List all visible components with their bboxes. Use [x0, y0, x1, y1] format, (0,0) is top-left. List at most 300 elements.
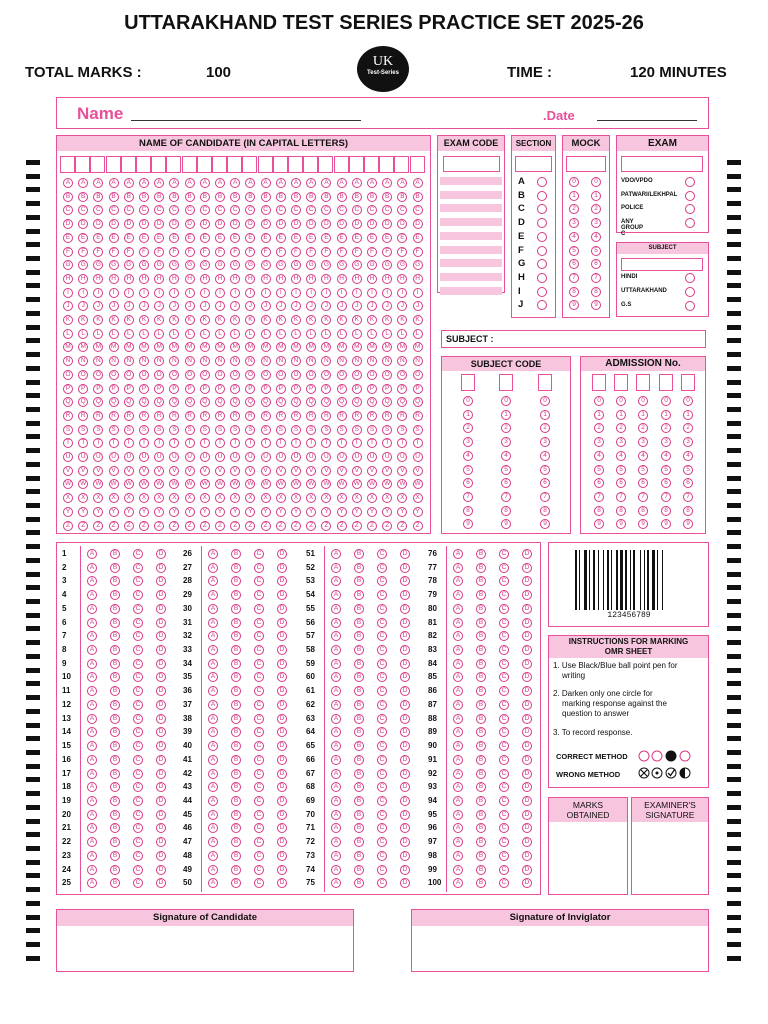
name-letter-bubble[interactable]: T	[93, 438, 103, 448]
name-letter-bubble[interactable]: T	[321, 438, 331, 448]
admission-cell[interactable]	[659, 374, 673, 391]
answer-bubble[interactable]: B	[354, 851, 364, 861]
answer-bubble[interactable]: A	[331, 645, 341, 655]
name-letter-bubble[interactable]: R	[352, 411, 362, 421]
exam-option-bubble[interactable]	[685, 191, 695, 201]
name-letter-bubble[interactable]: I	[337, 288, 347, 298]
name-letter-bubble[interactable]: C	[276, 205, 286, 215]
answer-bubble[interactable]: A	[331, 878, 341, 888]
name-letter-bubble[interactable]: L	[78, 329, 88, 339]
name-letter-bubble[interactable]: F	[306, 247, 316, 257]
answer-bubble[interactable]: C	[254, 865, 264, 875]
answer-bubble[interactable]: A	[208, 755, 218, 765]
answer-bubble[interactable]: D	[522, 604, 532, 614]
name-letter-bubble[interactable]: E	[382, 233, 392, 243]
name-letter-bubble[interactable]: E	[215, 233, 225, 243]
answer-bubble[interactable]: B	[476, 769, 486, 779]
answer-bubble[interactable]: A	[331, 769, 341, 779]
answer-bubble[interactable]: C	[499, 631, 509, 641]
answer-bubble[interactable]: B	[231, 714, 241, 724]
name-letter-bubble[interactable]: A	[306, 178, 316, 188]
answer-bubble[interactable]: C	[254, 782, 264, 792]
answer-bubble[interactable]: C	[377, 659, 387, 669]
admission-cell[interactable]	[592, 374, 606, 391]
answer-bubble[interactable]: D	[400, 659, 410, 669]
name-letter-bubble[interactable]: I	[154, 288, 164, 298]
answer-bubble[interactable]: D	[277, 549, 287, 559]
answer-bubble[interactable]: B	[110, 645, 120, 655]
name-letter-bubble[interactable]: Q	[291, 397, 301, 407]
answer-bubble[interactable]: B	[110, 618, 120, 628]
name-letter-bubble[interactable]: Z	[397, 521, 407, 531]
name-letter-bubble[interactable]: U	[261, 452, 271, 462]
name-letter-bubble[interactable]: D	[413, 219, 423, 229]
name-letter-bubble[interactable]: W	[399, 480, 406, 488]
name-letter-bubble[interactable]: D	[306, 219, 316, 229]
answer-bubble[interactable]: A	[87, 837, 97, 847]
answer-bubble[interactable]: A	[331, 865, 341, 875]
name-letter-bubble[interactable]: N	[215, 356, 225, 366]
answer-bubble[interactable]: C	[377, 810, 387, 820]
name-letter-bubble[interactable]: V	[109, 466, 119, 476]
name-letter-cell[interactable]	[90, 156, 105, 173]
name-letter-bubble[interactable]: W	[384, 480, 391, 488]
answer-bubble[interactable]: A	[208, 851, 218, 861]
name-letter-bubble[interactable]: W	[171, 480, 178, 488]
name-letter-bubble[interactable]: A	[139, 178, 149, 188]
answer-bubble[interactable]: C	[254, 672, 264, 682]
name-letter-bubble[interactable]: S	[321, 425, 331, 435]
answer-bubble[interactable]: C	[254, 769, 264, 779]
name-letter-bubble[interactable]: A	[413, 178, 423, 188]
name-letter-bubble[interactable]: T	[154, 438, 164, 448]
answer-bubble[interactable]: B	[110, 741, 120, 751]
name-letter-bubble[interactable]: F	[93, 247, 103, 257]
answer-bubble[interactable]: A	[453, 878, 463, 888]
answer-bubble[interactable]: B	[110, 727, 120, 737]
name-letter-bubble[interactable]: K	[337, 315, 347, 325]
answer-bubble[interactable]: A	[331, 782, 341, 792]
answer-bubble[interactable]: A	[453, 796, 463, 806]
name-letter-bubble[interactable]: L	[63, 329, 73, 339]
subject-option-bubble[interactable]	[685, 301, 695, 311]
answer-bubble[interactable]: D	[156, 672, 166, 682]
answer-bubble[interactable]: C	[133, 782, 143, 792]
answer-bubble[interactable]: B	[231, 700, 241, 710]
name-letter-bubble[interactable]: R	[291, 411, 301, 421]
name-letter-bubble[interactable]: L	[109, 329, 119, 339]
name-letter-bubble[interactable]: S	[337, 425, 347, 435]
name-letter-bubble[interactable]: T	[306, 438, 316, 448]
name-letter-bubble[interactable]: D	[230, 219, 240, 229]
answer-bubble[interactable]: A	[87, 851, 97, 861]
answer-bubble[interactable]: B	[231, 769, 241, 779]
name-letter-bubble[interactable]: Q	[306, 397, 316, 407]
name-letter-bubble[interactable]: H	[154, 274, 164, 284]
name-letter-bubble[interactable]: Z	[367, 521, 377, 531]
name-letter-bubble[interactable]: B	[169, 192, 179, 202]
mock-bubble[interactable]: 3	[591, 218, 601, 228]
section-bubble[interactable]	[537, 273, 547, 283]
name-letter-bubble[interactable]: O	[352, 370, 362, 380]
answer-bubble[interactable]: D	[400, 782, 410, 792]
name-letter-bubble[interactable]: E	[306, 233, 316, 243]
name-letter-bubble[interactable]: K	[276, 315, 286, 325]
answer-bubble[interactable]: A	[87, 755, 97, 765]
name-letter-bubble[interactable]: A	[230, 178, 240, 188]
admission-bubble[interactable]: 9	[594, 519, 604, 529]
subject-code-bubble[interactable]: 8	[540, 506, 550, 516]
subject-code-bubble[interactable]: 2	[540, 423, 550, 433]
answer-bubble[interactable]: C	[133, 714, 143, 724]
answer-bubble[interactable]: A	[331, 823, 341, 833]
name-letter-bubble[interactable]: X	[154, 493, 164, 503]
name-letter-bubble[interactable]: B	[200, 192, 210, 202]
answer-bubble[interactable]: C	[499, 590, 509, 600]
answer-bubble[interactable]: B	[231, 672, 241, 682]
answer-bubble[interactable]: D	[277, 645, 287, 655]
name-letter-bubble[interactable]: A	[63, 178, 73, 188]
answer-bubble[interactable]: A	[331, 700, 341, 710]
name-letter-cell[interactable]	[136, 156, 151, 173]
name-letter-bubble[interactable]: A	[261, 178, 271, 188]
name-letter-bubble[interactable]: L	[230, 329, 240, 339]
answer-bubble[interactable]: A	[87, 590, 97, 600]
answer-bubble[interactable]: A	[331, 659, 341, 669]
name-letter-bubble[interactable]: Y	[139, 507, 149, 517]
admission-bubble[interactable]: 2	[616, 423, 626, 433]
name-letter-bubble[interactable]: J	[291, 301, 301, 311]
name-letter-bubble[interactable]: U	[200, 452, 210, 462]
name-letter-bubble[interactable]: E	[109, 233, 119, 243]
name-letter-bubble[interactable]: D	[245, 219, 255, 229]
answer-bubble[interactable]: B	[476, 782, 486, 792]
name-letter-bubble[interactable]: L	[337, 329, 347, 339]
name-letter-bubble[interactable]: V	[63, 466, 73, 476]
name-letter-bubble[interactable]: F	[337, 247, 347, 257]
name-letter-bubble[interactable]: A	[78, 178, 88, 188]
mock-bubble[interactable]: 2	[591, 204, 601, 214]
answer-bubble[interactable]: A	[87, 769, 97, 779]
name-letter-bubble[interactable]: T	[397, 438, 407, 448]
admission-bubble[interactable]: 8	[638, 506, 648, 516]
answer-bubble[interactable]: D	[156, 837, 166, 847]
name-letter-bubble[interactable]: W	[64, 480, 72, 488]
answer-bubble[interactable]: A	[208, 576, 218, 586]
name-letter-bubble[interactable]: I	[321, 288, 331, 298]
answer-bubble[interactable]: C	[133, 741, 143, 751]
answer-bubble[interactable]: D	[156, 576, 166, 586]
name-letter-bubble[interactable]: Y	[245, 507, 255, 517]
answer-bubble[interactable]: D	[156, 741, 166, 751]
answer-bubble[interactable]: C	[254, 631, 264, 641]
name-letter-bubble[interactable]: A	[200, 178, 210, 188]
answer-bubble[interactable]: D	[277, 823, 287, 833]
admission-bubble[interactable]: 3	[661, 437, 671, 447]
subject-code-bubble[interactable]: 6	[540, 478, 550, 488]
admission-bubble[interactable]: 7	[661, 492, 671, 502]
name-letter-bubble[interactable]: I	[291, 288, 301, 298]
name-letter-bubble[interactable]: K	[291, 315, 301, 325]
name-letter-bubble[interactable]: B	[321, 192, 331, 202]
answer-bubble[interactable]: D	[156, 769, 166, 779]
name-letter-bubble[interactable]: Q	[109, 397, 119, 407]
name-letter-bubble[interactable]: G	[367, 260, 377, 270]
answer-bubble[interactable]: C	[254, 590, 264, 600]
name-letter-bubble[interactable]: L	[185, 329, 195, 339]
subject-code-bubble[interactable]: 9	[540, 519, 550, 529]
name-letter-bubble[interactable]: A	[185, 178, 195, 188]
name-letter-bubble[interactable]: U	[397, 452, 407, 462]
answer-bubble[interactable]: B	[354, 672, 364, 682]
name-letter-bubble[interactable]: F	[382, 247, 392, 257]
name-letter-bubble[interactable]: L	[276, 329, 286, 339]
name-letter-bubble[interactable]: D	[185, 219, 195, 229]
name-letter-bubble[interactable]: G	[63, 260, 73, 270]
name-letter-bubble[interactable]: N	[276, 356, 286, 366]
name-letter-bubble[interactable]: C	[78, 205, 88, 215]
answer-bubble[interactable]: D	[400, 686, 410, 696]
name-letter-bubble[interactable]: P	[276, 384, 286, 394]
name-letter-bubble[interactable]: Q	[321, 397, 331, 407]
name-letter-bubble[interactable]: R	[93, 411, 103, 421]
answer-bubble[interactable]: C	[133, 851, 143, 861]
answer-bubble[interactable]: B	[231, 563, 241, 573]
name-letter-bubble[interactable]: A	[154, 178, 164, 188]
answer-bubble[interactable]: D	[400, 796, 410, 806]
name-letter-bubble[interactable]: M	[291, 342, 301, 352]
name-letter-bubble[interactable]: M	[230, 342, 240, 352]
name-letter-bubble[interactable]: X	[413, 493, 423, 503]
name-letter-bubble[interactable]: O	[291, 370, 301, 380]
answer-bubble[interactable]: C	[133, 769, 143, 779]
name-letter-bubble[interactable]: M	[397, 342, 407, 352]
name-letter-bubble[interactable]: Z	[169, 521, 179, 531]
answer-bubble[interactable]: B	[354, 576, 364, 586]
name-letter-bubble[interactable]: W	[338, 480, 345, 488]
answer-bubble[interactable]: D	[400, 714, 410, 724]
answer-bubble[interactable]: C	[377, 837, 387, 847]
name-letter-bubble[interactable]: N	[185, 356, 195, 366]
name-letter-bubble[interactable]: R	[185, 411, 195, 421]
name-letter-bubble[interactable]: U	[215, 452, 225, 462]
name-letter-bubble[interactable]: M	[63, 342, 73, 352]
answer-bubble[interactable]: C	[377, 618, 387, 628]
name-letter-bubble[interactable]: K	[397, 315, 407, 325]
admission-bubble[interactable]: 7	[638, 492, 648, 502]
subject-code-bubble[interactable]: 4	[540, 451, 550, 461]
answer-bubble[interactable]: A	[87, 604, 97, 614]
mock-bubble[interactable]: 2	[569, 204, 579, 214]
name-letter-bubble[interactable]: Q	[154, 397, 164, 407]
name-letter-bubble[interactable]: F	[169, 247, 179, 257]
name-letter-bubble[interactable]: A	[124, 178, 134, 188]
answer-bubble[interactable]: A	[208, 549, 218, 559]
answer-bubble[interactable]: B	[110, 782, 120, 792]
admission-bubble[interactable]: 5	[616, 465, 626, 475]
name-letter-bubble[interactable]: K	[367, 315, 377, 325]
name-letter-bubble[interactable]: V	[337, 466, 347, 476]
answer-bubble[interactable]: B	[231, 576, 241, 586]
name-letter-bubble[interactable]: M	[215, 342, 225, 352]
answer-bubble[interactable]: B	[354, 810, 364, 820]
name-letter-bubble[interactable]: R	[306, 411, 316, 421]
name-letter-bubble[interactable]: M	[139, 342, 149, 352]
name-letter-bubble[interactable]: W	[353, 480, 360, 488]
answer-bubble[interactable]: C	[377, 563, 387, 573]
subject-code-bubble[interactable]: 3	[501, 437, 511, 447]
name-letter-bubble[interactable]: K	[154, 315, 164, 325]
name-letter-bubble[interactable]: W	[186, 480, 193, 488]
answer-bubble[interactable]: B	[110, 672, 120, 682]
answer-bubble[interactable]: B	[110, 659, 120, 669]
admission-bubble[interactable]: 9	[616, 519, 626, 529]
name-letter-bubble[interactable]: V	[352, 466, 362, 476]
admission-bubble[interactable]: 1	[683, 410, 693, 420]
name-letter-bubble[interactable]: D	[321, 219, 331, 229]
mock-bubble[interactable]: 4	[591, 232, 601, 242]
answer-bubble[interactable]: A	[453, 714, 463, 724]
answer-bubble[interactable]: D	[400, 700, 410, 710]
answer-bubble[interactable]: D	[156, 700, 166, 710]
name-letter-bubble[interactable]: P	[367, 384, 377, 394]
name-letter-bubble[interactable]: X	[139, 493, 149, 503]
name-letter-bubble[interactable]: C	[397, 205, 407, 215]
name-letter-bubble[interactable]: O	[306, 370, 316, 380]
name-letter-bubble[interactable]: L	[154, 329, 164, 339]
answer-bubble[interactable]: C	[377, 604, 387, 614]
name-letter-bubble[interactable]: H	[169, 274, 179, 284]
answer-bubble[interactable]: B	[354, 823, 364, 833]
name-letter-bubble[interactable]: E	[154, 233, 164, 243]
name-letter-bubble[interactable]: W	[201, 480, 208, 488]
name-letter-bubble[interactable]: B	[413, 192, 423, 202]
name-letter-bubble[interactable]: K	[261, 315, 271, 325]
name-letter-bubble[interactable]: T	[276, 438, 286, 448]
name-letter-bubble[interactable]: M	[306, 342, 316, 352]
name-letter-bubble[interactable]: A	[367, 178, 377, 188]
answer-bubble[interactable]: D	[522, 851, 532, 861]
answer-bubble[interactable]: D	[277, 700, 287, 710]
name-letter-bubble[interactable]: N	[154, 356, 164, 366]
name-letter-bubble[interactable]: O	[276, 370, 286, 380]
name-letter-bubble[interactable]: W	[277, 480, 284, 488]
answer-bubble[interactable]: C	[499, 576, 509, 586]
answer-bubble[interactable]: B	[231, 659, 241, 669]
name-letter-bubble[interactable]: E	[413, 233, 423, 243]
subject-code-bubble[interactable]: 8	[463, 506, 473, 516]
name-letter-bubble[interactable]: G	[169, 260, 179, 270]
mock-bubble[interactable]: 5	[591, 246, 601, 256]
name-letter-bubble[interactable]: K	[306, 315, 316, 325]
answer-bubble[interactable]: A	[453, 810, 463, 820]
name-letter-bubble[interactable]: P	[215, 384, 225, 394]
name-letter-bubble[interactable]: J	[230, 301, 240, 311]
answer-bubble[interactable]: B	[476, 796, 486, 806]
name-letter-bubble[interactable]: N	[306, 356, 316, 366]
answer-bubble[interactable]: D	[400, 576, 410, 586]
subject-code-bubble[interactable]: 0	[540, 396, 550, 406]
answer-bubble[interactable]: B	[476, 618, 486, 628]
answer-bubble[interactable]: B	[476, 686, 486, 696]
name-letter-bubble[interactable]: Z	[245, 521, 255, 531]
name-letter-bubble[interactable]: I	[169, 288, 179, 298]
name-letter-bubble[interactable]: J	[413, 301, 423, 311]
answer-bubble[interactable]: D	[522, 796, 532, 806]
answer-bubble[interactable]: B	[231, 755, 241, 765]
name-letter-bubble[interactable]: F	[321, 247, 331, 257]
answer-bubble[interactable]: A	[208, 645, 218, 655]
name-letter-bubble[interactable]: T	[382, 438, 392, 448]
name-letter-cell[interactable]	[273, 156, 288, 173]
name-letter-bubble[interactable]: V	[382, 466, 392, 476]
name-letter-bubble[interactable]: O	[397, 370, 407, 380]
answer-bubble[interactable]: C	[377, 686, 387, 696]
admission-bubble[interactable]: 3	[616, 437, 626, 447]
name-letter-bubble[interactable]: V	[139, 466, 149, 476]
name-letter-bubble[interactable]: Y	[367, 507, 377, 517]
name-letter-bubble[interactable]: R	[276, 411, 286, 421]
name-letter-bubble[interactable]: S	[154, 425, 164, 435]
name-letter-bubble[interactable]: K	[321, 315, 331, 325]
name-letter-bubble[interactable]: Q	[215, 397, 225, 407]
name-letter-bubble[interactable]: J	[352, 301, 362, 311]
answer-bubble[interactable]: D	[277, 837, 287, 847]
name-letter-bubble[interactable]: A	[276, 178, 286, 188]
answer-bubble[interactable]: B	[110, 686, 120, 696]
answer-bubble[interactable]: A	[331, 590, 341, 600]
name-letter-bubble[interactable]: P	[352, 384, 362, 394]
answer-bubble[interactable]: D	[522, 631, 532, 641]
name-letter-bubble[interactable]: S	[63, 425, 73, 435]
answer-bubble[interactable]: B	[231, 631, 241, 641]
name-letter-bubble[interactable]: N	[230, 356, 240, 366]
name-letter-bubble[interactable]: L	[215, 329, 225, 339]
name-letter-bubble[interactable]: E	[261, 233, 271, 243]
answer-bubble[interactable]: A	[331, 576, 341, 586]
name-letter-bubble[interactable]: X	[261, 493, 271, 503]
name-letter-bubble[interactable]: C	[291, 205, 301, 215]
answer-bubble[interactable]: D	[400, 865, 410, 875]
name-letter-bubble[interactable]: A	[93, 178, 103, 188]
name-letter-bubble[interactable]: E	[139, 233, 149, 243]
name-letter-bubble[interactable]: Z	[413, 521, 423, 531]
name-letter-bubble[interactable]: O	[230, 370, 240, 380]
answer-bubble[interactable]: D	[156, 590, 166, 600]
answer-bubble[interactable]: D	[522, 672, 532, 682]
exam-input[interactable]	[621, 156, 703, 172]
name-letter-bubble[interactable]: I	[352, 288, 362, 298]
name-letter-bubble[interactable]: I	[230, 288, 240, 298]
name-letter-bubble[interactable]: Q	[245, 397, 255, 407]
mock-bubble[interactable]: 1	[591, 191, 601, 201]
name-letter-bubble[interactable]: N	[382, 356, 392, 366]
name-letter-bubble[interactable]: R	[337, 411, 347, 421]
name-letter-bubble[interactable]: Y	[382, 507, 392, 517]
answer-bubble[interactable]: A	[208, 741, 218, 751]
name-letter-bubble[interactable]: S	[185, 425, 195, 435]
name-letter-bubble[interactable]: K	[93, 315, 103, 325]
answer-bubble[interactable]: C	[499, 865, 509, 875]
name-letter-bubble[interactable]: Z	[215, 521, 225, 531]
name-letter-bubble[interactable]: D	[124, 219, 134, 229]
name-letter-bubble[interactable]: O	[78, 370, 88, 380]
answer-bubble[interactable]: A	[331, 727, 341, 737]
name-letter-bubble[interactable]: Y	[306, 507, 316, 517]
name-letter-bubble[interactable]: X	[321, 493, 331, 503]
name-letter-bubble[interactable]: S	[109, 425, 119, 435]
name-letter-bubble[interactable]: S	[397, 425, 407, 435]
